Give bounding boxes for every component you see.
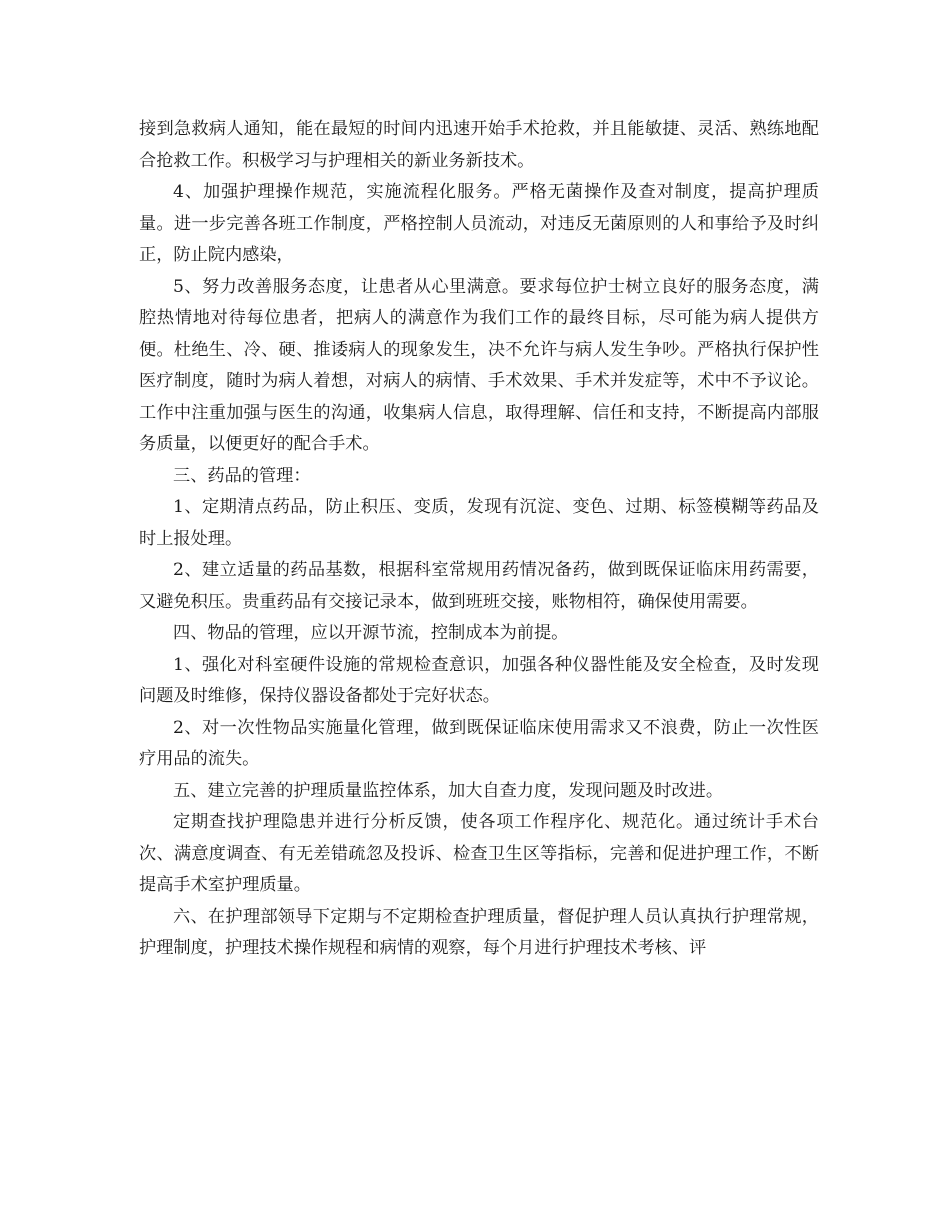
section-heading-quality-monitoring: 五、建立完善的护理质量监控体系，加大自查力度，发现问题及时改进。 [173,780,724,801]
paragraph-quality-monitoring-detail: 定期查找护理隐患并进行分析反馈，使各项工作程序化、规范化。通过统计手术台次、满意度调查、有无差错疏忽及投诉、检查卫生区等指标，完善和促进护理工作，不断提高手术室护理质量。 [139,812,819,895]
paragraph-emergency-rescue: 接到急救病人通知，能在最短的时间内迅速开始手术抢救，并且能敏捷、灵活、熟练地配合抢救工作。积极学习与护理相关的新业务新技术。 [139,119,819,171]
paragraph-drug-item-2: 2、建立适量的药品基数，根据科室常规用药情况备药，做到既保证临床用药需要，又避免积压。贵重药品有交接记录本，做到班班交接，账物相符，确保使用需要。 [139,560,819,612]
section-heading-quality-inspection: 六、在护理部领导下定期与不定期检查护理质量，督促护理人员认真执行护理常规，护理制度，护理技术操作规程和病情的观察，每个月进行护理技术考核、评 [139,906,819,958]
paragraph-supplies-item-2: 2、对一次性物品实施量化管理，做到既保证临床使用需求又不浪费，防止一次性医疗用品的流失。 [139,717,819,769]
paragraph-item-5-service-attitude: 5、努力改善服务态度，让患者从心里满意。要求每位护士树立良好的服务态度，满腔热情地对待每位患者，把病人的满意作为我们工作的最终目标，尽可能为病人提供方便。杜绝生、冷、硬、推诿病人的现象发生，决不允许与病人发生争吵。严格执行保护性医疗制度，随时为病人着想，对病人的病情、手术效果、手术并发症等，术中不予议论。工作中注重加强与医生的沟通，收集病人信息，取得理解、信任和支持，不断提高内部服务质量，以便更好的配合手术。 [139,276,819,454]
paragraph-drug-item-1: 1、定期清点药品，防止积压、变质，发现有沉淀、变色、过期、标签模糊等药品及时上报处理。 [139,497,819,549]
section-heading-drug-management: 三、药品的管理： [173,465,311,486]
section-heading-supplies-management: 四、物品的管理，应以开源节流，控制成本为前提。 [173,623,569,643]
paragraph-supplies-item-1: 1、强化对科室硬件设施的常规检查意识，加强各种仪器性能及安全检查，及时发现问题及时维修，保持仪器设备都处于完好状态。 [139,654,819,706]
document-body [139,114,819,965]
paragraph-item-4-operation-standards: 4、加强护理操作规范，实施流程化服务。严格无菌操作及查对制度，提高护理质量。进一步完善各班工作制度，严格控制人员流动，对违反无菌原则的人和事给予及时纠正，防止院内感染， [139,182,819,265]
